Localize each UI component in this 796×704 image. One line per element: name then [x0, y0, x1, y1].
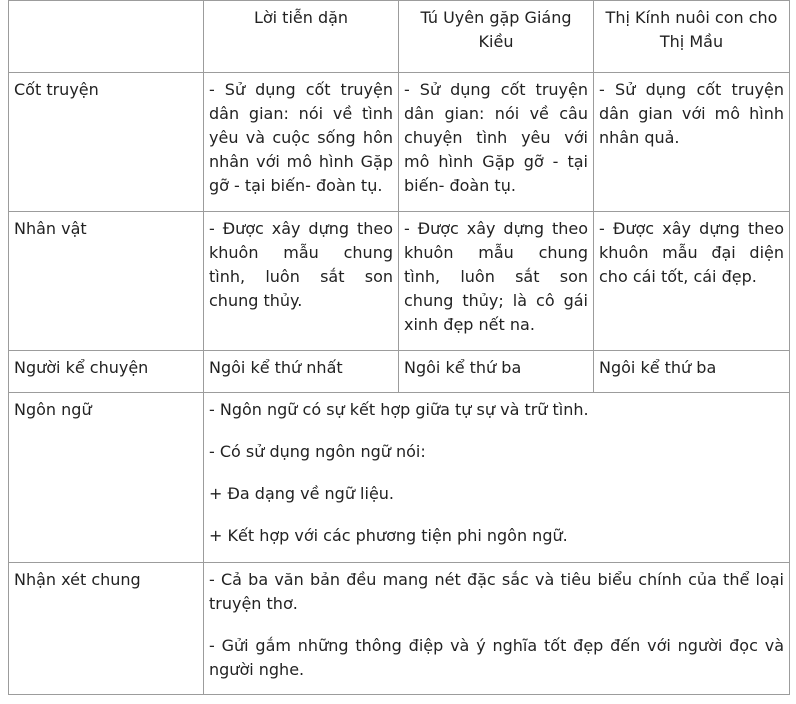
header-tu-uyen: Tú Uyên gặp Giáng Kiều	[399, 1, 594, 73]
paragraph: - Ngôn ngữ có sự kết hợp giữa tự sự và trữ tình.	[209, 400, 589, 419]
table-cell: Ngôi kể thứ nhất	[204, 351, 399, 393]
row-label: Người kể chuyện	[9, 351, 204, 393]
merged-cell	[204, 393, 790, 563]
table-cell: Ngôi kể thứ ba	[594, 351, 790, 393]
table-cell: - Được xây dựng theo khuôn mẫu chung tình, luôn sắt son chung thủy; là cô gái xinh đẹp nết na.	[399, 212, 594, 351]
header-thi-kinh: Thị Kính nuôi con cho Thị Mầu	[594, 1, 790, 73]
table-row	[9, 351, 790, 393]
header-row	[9, 1, 790, 73]
comparison-table	[8, 0, 790, 695]
paragraph: + Kết hợp với các phương tiện phi ngôn ngữ.	[209, 526, 568, 545]
table-row	[9, 73, 790, 212]
paragraph: - Gửi gắm những thông điệp và ý nghĩa tốt đẹp đến với người đọc và người nghe.	[209, 636, 784, 679]
paragraph: + Đa dạng về ngữ liệu.	[209, 484, 395, 503]
table-cell: - Sử dụng cốt truyện dân gian: nói về câu chuyện tình yêu với mô hình Gặp gỡ - tại biến- đoàn tụ.	[399, 73, 594, 212]
row-label: Ngôn ngữ	[9, 393, 204, 563]
table-row	[9, 393, 790, 563]
table-cell: - Được xây dựng theo khuôn mẫu đại diện cho cái tốt, cái đẹp.	[594, 212, 790, 351]
header-empty	[9, 1, 204, 73]
table-row	[9, 212, 790, 351]
table-row	[9, 563, 790, 695]
header-loi-tien-dan: Lời tiễn dặn	[204, 1, 399, 73]
table-cell: - Sử dụng cốt truyện dân gian với mô hình nhân quả.	[594, 73, 790, 212]
paragraph: - Cả ba văn bản đều mang nét đặc sắc và tiêu biểu chính của thể loại truyện thơ.	[209, 570, 784, 613]
table-cell: - Được xây dựng theo khuôn mẫu chung tình, luôn sắt son chung thủy.	[204, 212, 399, 351]
row-label: Nhân vật	[9, 212, 204, 351]
table-cell: - Sử dụng cốt truyện dân gian: nói về tình yêu và cuộc sống hôn nhân với mô hình Gặp gỡ - tại biến- đoàn tụ.	[204, 73, 399, 212]
row-label: Nhận xét chung	[9, 563, 204, 695]
row-label: Cốt truyện	[9, 73, 204, 212]
paragraph: - Có sử dụng ngôn ngữ nói:	[209, 442, 426, 461]
merged-cell	[204, 563, 790, 695]
table-cell: Ngôi kể thứ ba	[399, 351, 594, 393]
